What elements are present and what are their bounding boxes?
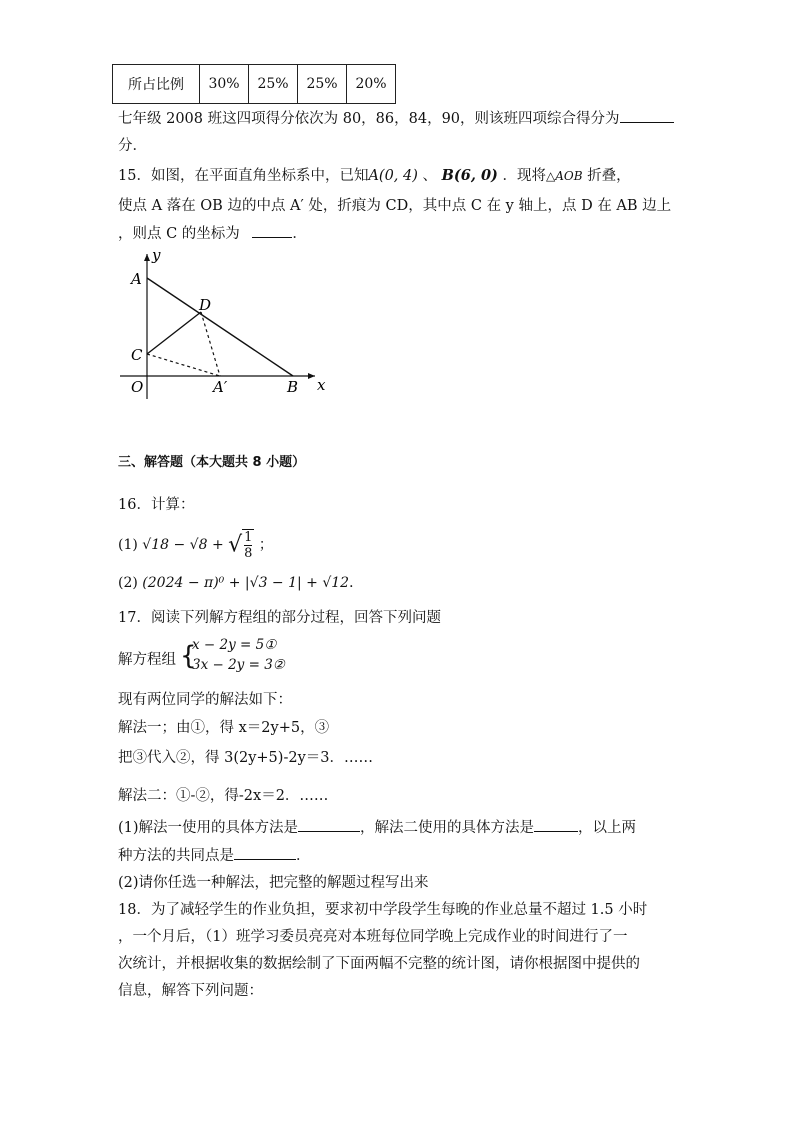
answer-blank [298,817,360,832]
segment-cd [147,312,201,354]
q16-part1: (1) √18 − √8 + √ $\frac{1}{8}$ ； [118,530,273,561]
q17-intro: 现有两位同学的解法如下： [118,692,292,708]
q17-part2: (2)请你任选一种解法，把完整的解题过程写出来 [118,875,429,891]
q17-title: 17．阅读下列解方程组的部分过程，回答下列问题 [118,610,441,626]
segment-ca1 [147,354,220,376]
section-heading: 三、解答题（本大题共 8 小题） [118,455,306,470]
q18-line1: 18．为了减轻学生的作业负担，要求初中学段学生每晚的作业总量不超过 1.5 小时 [118,902,648,918]
answer-blank [252,223,292,238]
sqrt-fraction: √ $\frac{1}{8}$ [228,530,253,561]
q17-method1-line1: 解法一；由①，得 x＝2y+5，③ [118,720,330,736]
label-a: A [131,270,142,288]
answer-blank [620,108,674,123]
answer-blank [234,845,296,860]
segment-da1 [201,312,220,376]
table-cell: 20% [347,65,396,104]
q17-part1-cont: 种方法的共同点是 ． [118,844,311,865]
q17-part1: (1)解法一使用的具体方法是 ，解法二使用的具体方法是 ，以上两 [118,816,636,837]
point-a: A(0, 4) [368,168,418,184]
q16-title: 16．计算： [118,497,195,513]
table-row [113,65,396,104]
triangle-aob: △AOB [546,169,583,183]
table-header-cell: 所占比例 [113,65,200,104]
table-cell: 25% [298,65,347,104]
q17-method1-line2: 把③代入②，得 3(2y+5)-2y＝3．…… [118,750,373,766]
q15-line3: ，则点 C 的坐标为 ． [118,222,307,243]
answer-blank [534,817,578,832]
label-b: B [287,378,299,396]
equation-1: x − 2y = 5① [192,637,277,653]
label-y: y [152,246,161,264]
y-axis-arrow [144,254,150,261]
label-c: C [131,346,143,364]
label-x: x [317,376,326,394]
x-axis-arrow [308,373,315,379]
q14-line2: 分． [118,138,147,154]
label-a-prime: A′ [213,378,228,396]
label-d: D [199,296,212,314]
q16-part2: (2) (2024 − π)⁰ + |√3 − 1| + √12． [118,575,364,591]
table-cell: 30% [200,65,249,104]
ratio-table [112,64,396,104]
q17-method2: 解法二：①-②，得-2x＝2．…… [118,788,329,804]
q17-sys-label: 解方程组 [118,652,176,668]
brace-icon: { [180,641,197,671]
q15-line1: 15．如图，在平面直角坐标系中，已知A(0, 4) 、 B(6, 0) ．现将△AOB 折叠， [118,167,631,184]
q14-line1: 七年级 2008 班这四项得分依次为 80，86，84，90，则该班四项综合得分为 [118,107,674,128]
q15-line2: 使点 A 落在 OB 边的中点 A′ 处，折痕为 CD，其中点 C 在 y 轴上，点 D 在 AB 边上 [118,198,672,214]
coordinate-figure [115,244,335,404]
q18-line4: 信息，解答下列问题： [118,983,263,999]
q18-line2: ，一个月后，（1）班学习委员亮亮对本班每位同学晚上完成作业的时间进行了一 [118,929,628,945]
point-b: B(6, 0) [441,167,498,184]
equation-2: 3x − 2y = 3② [192,657,285,673]
label-o: O [131,378,144,396]
q18-line3: 次统计，并根据收集的数据绘制了下面两幅不完整的统计图，请你根据图中提供的 [118,956,640,972]
segment-ab [147,278,293,376]
table-cell: 25% [249,65,298,104]
